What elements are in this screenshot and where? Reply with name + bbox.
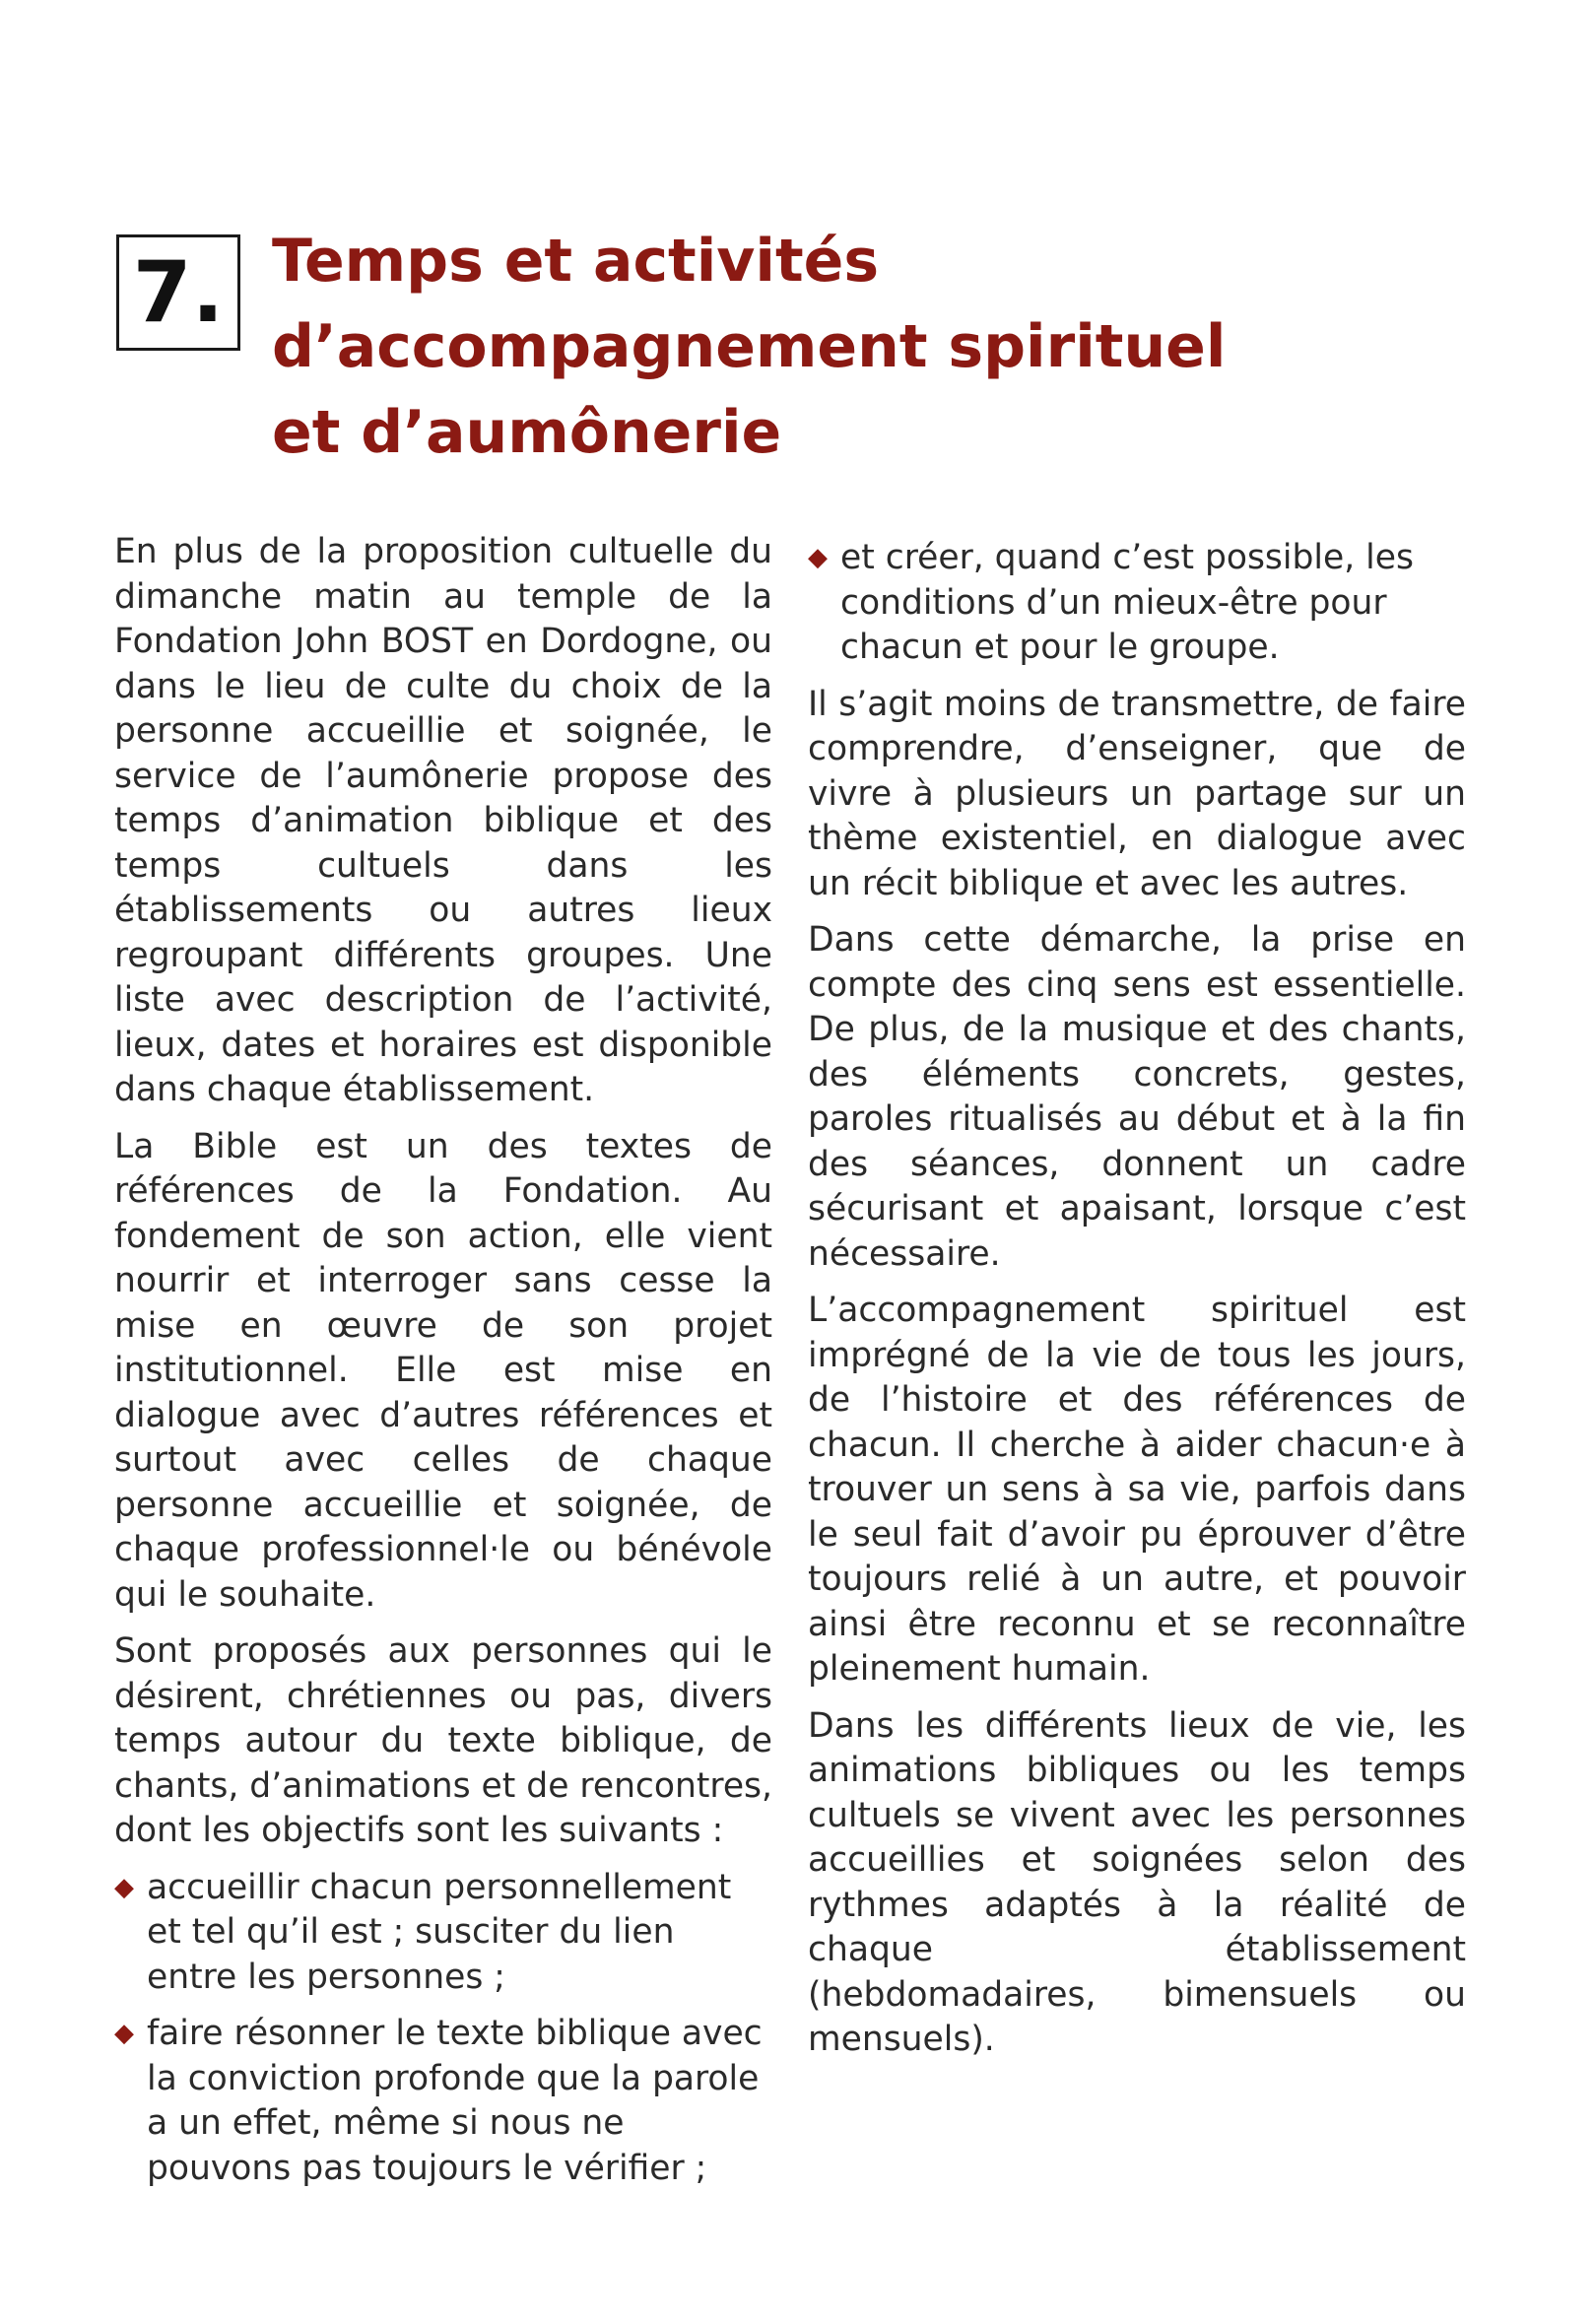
- diamond-bullet-icon: ◆: [808, 543, 828, 572]
- section-title-line-3: et d’aumônerie: [272, 398, 782, 467]
- diamond-bullet-icon: ◆: [114, 1872, 134, 1902]
- right-column: [808, 536, 1466, 2075]
- objective-list-item: [808, 536, 1466, 671]
- paragraph-spiritual-support: L’accompagnement spirituel est imprégné de la vie de tous les jours, de l’histoire et des références de chacun. Il cherche à aider chacun·e à trouver un sens à sa vie, parfois dans le seul fait d’avoir pu éprouver d’être toujours relié à un autre, et pouvoir ainsi être reconnu et se reconnaître pleinement humain.: [808, 1291, 1466, 1689]
- section-number-box: [116, 234, 240, 351]
- diamond-bullet-icon: ◆: [114, 2019, 134, 2048]
- paragraph-bible-reference: La Bible est un des textes de références de la Fondation. Au fondement de son action, elle vient nourrir et interroger sans cesse la mise en œuvre de son projet institutionnel. Elle est mise en dialogue avec d’autres références et surtout avec celles de chaque personne accueillie et soignée, de chaque professionnel·le ou bénévole qui le souhaite.: [114, 1126, 772, 1615]
- objective-text: et créer, quand c’est possible, les conditions d’un mieux-être pour chacun et pour le groupe.: [840, 538, 1414, 667]
- objective-text: accueillir chacun personnellement et tel qu’il est ; susciter du lien entre les personnes ;: [147, 1867, 732, 1997]
- section-title-line-2: d’accompagnement spirituel: [272, 312, 1227, 381]
- left-column: [114, 530, 772, 2203]
- section-title-line-1: Temps et activités: [272, 227, 880, 296]
- section-title: [272, 219, 1454, 476]
- paragraph-living-places: Dans les différents lieux de vie, les animations bibliques ou les temps cultuels se vivent avec les personnes accueillies et soignées selon des rythmes adaptés à la réalité de chaque établissement (hebdomadaires, bimensuels ou mensuels).: [808, 1705, 1466, 2059]
- paragraph-five-senses: Dans cette démarche, la prise en compte des cinq sens est essentielle. De plus, de la musique et des chants, des éléments concrets, gestes, paroles ritualisés au début et à la fin des séances, donnent un cadre sécurisant et apaisant, lorsque c’est nécessaire.: [808, 920, 1466, 1274]
- paragraph-objectives-intro: Sont proposés aux personnes qui le désirent, chrétiennes ou pas, divers temps autour du texte biblique, de chants, d’animations et de rencontres, dont les objectifs sont les suivants :: [114, 1631, 772, 1850]
- section-number: 7.: [132, 243, 225, 342]
- objective-text: faire résonner le texte biblique avec la conviction profonde que la parole a un effet, même si nous ne pouvons pas toujours le vérifier ;: [147, 2014, 763, 2188]
- objective-list-item: [114, 1866, 772, 2001]
- paragraph-sharing: Il s’agit moins de transmettre, de faire comprendre, d’enseigner, que de vivre à plusieurs un partage sur un thème existentiel, en dialogue avec un récit biblique et avec les autres.: [808, 684, 1466, 903]
- paragraph-cultual-proposal: En plus de la proposition cultuelle du dimanche matin au temple de la Fondation John BOST en Dordogne, ou dans le lieu de culte du choix de la personne accueillie et soignée, le service de l’aumônerie propose des temps d’animation biblique et des temps cultuels dans les établissements ou autres lieux regroupant différents groupes. Une liste avec description de l’activité, lieux, dates et horaires est disponible dans chaque établissement.: [114, 532, 772, 1109]
- objective-list-item: [114, 2012, 772, 2191]
